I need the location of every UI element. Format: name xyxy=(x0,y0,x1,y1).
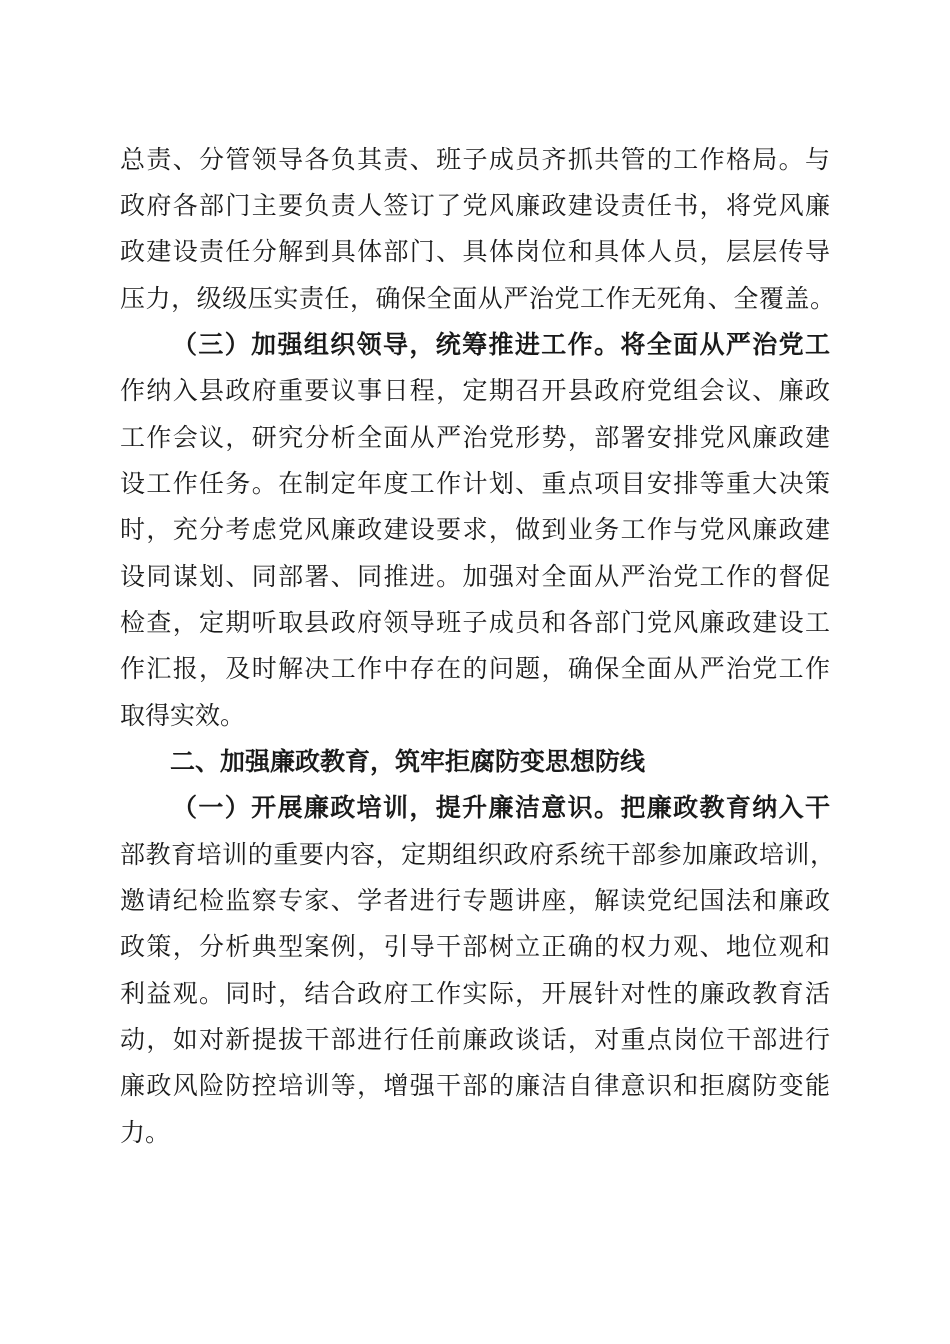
section-heading: 二、加强廉政教育，筑牢拒腐防变思想防线 xyxy=(170,747,646,776)
body-text-line: 时，充分考虑党风廉政建设要求，做到业务工作与党风廉政建 xyxy=(120,515,830,544)
body-text-line: 政府各部门主要负责人签订了党风廉政建设责任书，将党风廉 xyxy=(120,191,830,220)
body-text-line: 设工作任务。在制定年度工作计划、重点项目安排等重大决策 xyxy=(120,469,830,498)
body-text-line: 设同谋划、同部署、同推进。加强对全面从严治党工作的督促 xyxy=(120,562,830,591)
section-subheading-line: （三）加强组织领导，统筹推进工作。将全面从严治党工 xyxy=(172,330,830,359)
body-text-line: 廉政风险防控培训等，增强干部的廉洁自律意识和拒腐防变能 xyxy=(120,1071,830,1100)
body-text-line: 利益观。同时，结合政府工作实际，开展针对性的廉政教育活 xyxy=(120,979,830,1008)
body-text-line: 政建设责任分解到具体部门、具体岗位和具体人员，层层传导 xyxy=(120,237,830,266)
body-text-line: 检查，定期听取县政府领导班子成员和各部门党风廉政建设工 xyxy=(120,608,830,637)
body-text-line: 政策，分析典型案例，引导干部树立正确的权力观、地位观和 xyxy=(120,932,830,961)
body-text-line: 部教育培训的重要内容，定期组织政府系统干部参加廉政培训， xyxy=(120,840,835,869)
body-text-line: 作纳入县政府重要议事日程，定期召开县政府党组会议、廉政 xyxy=(120,376,830,405)
body-text-line: 工作会议，研究分析全面从严治党形势，部署安排党风廉政建 xyxy=(120,423,830,452)
body-text-line: 邀请纪检监察专家、学者进行专题讲座，解读党纪国法和廉政 xyxy=(120,886,830,915)
body-text-line: 力。 xyxy=(120,1118,171,1147)
body-text-line: 压力，级级压实责任，确保全面从严治党工作无死角、全覆盖。 xyxy=(120,284,835,313)
body-text-line: 取得实效。 xyxy=(120,701,246,730)
body-text-line: 动，如对新提拔干部进行任前廉政谈话，对重点岗位干部进行 xyxy=(120,1025,830,1054)
body-text-line: 总责、分管领导各负其责、班子成员齐抓共管的工作格局。与 xyxy=(120,145,830,174)
body-text-line: 作汇报，及时解决工作中存在的问题，确保全面从严治党工作 xyxy=(120,654,830,683)
section-subheading-line: （一）开展廉政培训，提升廉洁意识。把廉政教育纳入干 xyxy=(172,793,830,822)
